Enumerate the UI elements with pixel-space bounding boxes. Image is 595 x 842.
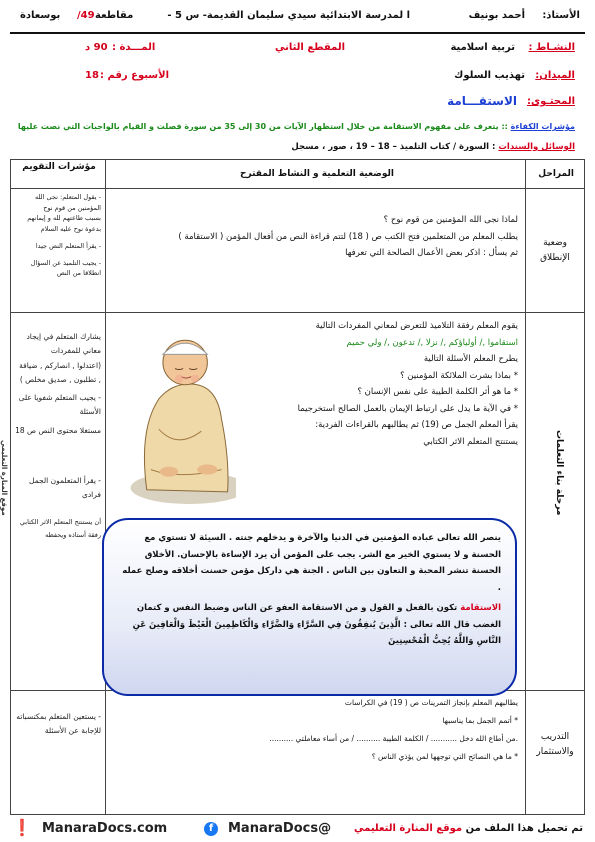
footer-download-site[interactable]: موقع المنارة التعليمي bbox=[354, 823, 463, 834]
week-label: الأسبوع رقم : bbox=[100, 70, 169, 81]
lesson-summary-bubble bbox=[102, 518, 517, 696]
row-divider-header bbox=[11, 188, 584, 189]
row-divider-stage1 bbox=[11, 312, 584, 313]
praying-boy-illustration bbox=[106, 318, 236, 508]
district-number: 49/ bbox=[77, 10, 95, 21]
summary-paragraph-2-text: تكون بالفعل و القول و من الاستقامة العفو عن الناس وضبط النفس و كتمان الغضب قال الله تعالى : الَّذِينَ يُنفِقُونَ فِي السَّرَّاءِ وَالضَّرَّاءِ وَالْكَاظِمِينَ الْغَيْظَ وَالْعَافِينَ عَنِ النَّاسِ وَاللَّهُ يُحِبُّ الْمُحْسِنِينَ bbox=[132, 603, 501, 647]
content-label: المحتـوى: bbox=[526, 96, 575, 107]
header-topline bbox=[15, 10, 580, 26]
document-header bbox=[0, 0, 595, 120]
duration-value: 90 د bbox=[85, 42, 108, 53]
stage1-content bbox=[108, 212, 518, 262]
stage1-note: - يقرأ المتعلم النص جيدا bbox=[35, 241, 101, 250]
stage2-content bbox=[198, 318, 518, 451]
content-value: الاستقـــامة bbox=[447, 94, 517, 108]
field-label: الميدان: bbox=[535, 70, 575, 81]
stage-practice: التدريب والاستثمار bbox=[536, 732, 574, 758]
competence-label: مؤشرات الكفاءة bbox=[510, 122, 575, 131]
stage2-conclusion bbox=[198, 434, 518, 451]
competence-text: :: يتعرف على مفهوم الاستقامة من خلال استظهار الآيات من 30 إلى 35 من سورة فصلت و القيام بالواجبات التي نصت عليها bbox=[17, 122, 508, 131]
stage2-question: * بماذا بشرت الملائكة المؤمنين ؟ bbox=[400, 370, 518, 381]
stage2-line: يقوم المعلم رفقة التلاميذ للتعرض لمعاني المفردات التالية bbox=[315, 321, 518, 331]
header-divider bbox=[10, 32, 585, 34]
week-value: 18 bbox=[85, 70, 99, 81]
stage2-notes bbox=[15, 330, 101, 541]
stage1-question-2-text: يطلب المعلم من المتعلمين فتح الكتب ص ( 18) لتتم قراءة النص من أفعال المؤمن ( الاستقامة ) bbox=[178, 231, 518, 242]
district-city: بوسعادة bbox=[20, 10, 61, 21]
header-stages: المراحل bbox=[538, 169, 574, 179]
stage3-line: * أتمم الجمل بما يناسبها bbox=[442, 716, 518, 725]
stage2-note: - يقرأ المتعلمون الجمل فرادى bbox=[29, 475, 101, 499]
summary-keyword: الاستقامة bbox=[460, 603, 501, 614]
stage1-question-1: لماذا نجى الله المؤمنين من قوم نوح ؟ bbox=[383, 215, 518, 225]
duration-label: المـــدة : bbox=[112, 42, 156, 53]
stage3-notes bbox=[15, 710, 101, 739]
section-value: المقطع الثاني bbox=[274, 42, 345, 53]
stage1-question-2 bbox=[108, 229, 518, 246]
stage-build: مرحلة بناء التعلمات bbox=[554, 430, 564, 516]
stage2-note: أن يستنتج المتعلم الاثر الكتابي رفقة أستاذه ويحفظه bbox=[19, 518, 101, 539]
stage-launch: وضعية الإنطلاق bbox=[540, 238, 570, 264]
stage2-conclusion-text: يستنتج المتعلم الاثر الكتابي bbox=[423, 436, 518, 447]
stage2-question: * في الآية ما يدل على ارتباط الإيمان بالعمل الصالح استخرجيما bbox=[297, 403, 518, 414]
tools-label: الوسائل والسندات bbox=[498, 142, 575, 152]
summary-paragraph-2 bbox=[118, 600, 501, 650]
side-watermark: موقع المنارة التعليمي bbox=[0, 440, 8, 516]
teacher-label: الأستاذ: bbox=[542, 10, 580, 21]
stage1-notes bbox=[15, 192, 101, 279]
stage3-line: .من أطاع الله دخل ........... / الكلمة الطيبة .......... / من أساء معاملتي .......... bbox=[269, 734, 518, 743]
stage2-note: مستغلا محتوى النص ص 18 bbox=[15, 425, 101, 435]
header-activity: الوضعية التعلمية و النشاط المقترح bbox=[240, 169, 394, 179]
stage3-note: - يستعين المتعلم بمكتسباته للإجابة عن الأسئلة bbox=[16, 712, 101, 736]
field-value: تهذيب السلوك bbox=[454, 70, 525, 81]
stage2-line: يطرح المعلم الأسئلة التالية bbox=[423, 354, 518, 365]
stage3-line: يطالبهم المعلم بإنجاز التمرينات ص ( 19) في الكراسات bbox=[344, 698, 518, 707]
teacher-name: أحمد بونيف bbox=[468, 10, 525, 21]
stage1-note: بسبب طاعتهم لله و إيمانهم بدعوة نوح عليه السلام bbox=[27, 214, 101, 234]
manara-logo-icon: ❗ bbox=[12, 818, 32, 837]
stage1-question-3: ثم يسأل : اذكر بعض الأعمال الصالحة التي تعرفها bbox=[345, 248, 518, 259]
footer-handle-link[interactable]: @ManaraDocs bbox=[228, 821, 332, 836]
header-indicators: مؤشرات التقويم bbox=[22, 162, 96, 172]
stage2-note: - يجيب المتعلم شفويا على الأسئلة bbox=[18, 393, 101, 417]
facebook-icon[interactable]: f bbox=[204, 822, 218, 836]
stage1-note: - يقول المتعلم: نجى الله المؤمنين من قوم نوح bbox=[35, 193, 101, 212]
activity-label: النشـاط : bbox=[528, 42, 575, 53]
stage2-vocab: استقاموا ,/ أولياؤكم ,/ نزلا ,/ تدعون ,/ ولي حميم bbox=[346, 337, 518, 348]
stage2-line: يقرأ المعلم الجمل ص (19) ثم يطالبهم بالقراءات الفردية: bbox=[315, 420, 518, 431]
summary-paragraph-1: ينصر الله تعالى عباده المؤمنين في الدنيا والآخرة و يدخلهم جنته . السيئة لا تستوي مع الحسنة و لا يستوي الخير مع الشر. يجب على المؤمن أن يرد الإساءة بالإحسان. الأخلاق الحسنة تنشر المحبة و التعاون بين الناس . الجنة هي داركل مؤمن حسنت أخلاقه وصلح عمله . bbox=[122, 533, 501, 593]
district-label: مقاطعة bbox=[95, 10, 134, 21]
footer-download-note bbox=[354, 823, 583, 834]
competence-row bbox=[15, 122, 575, 136]
page-footer bbox=[0, 818, 595, 842]
lesson-table bbox=[10, 159, 585, 815]
stage1-note: - يجيب التلميذ عن السؤال انطلاقا من النص bbox=[30, 258, 101, 278]
stage3-content bbox=[108, 694, 518, 766]
stage2-note: (اعتدلوا , انصاركم , ضيافة , تطلبون , صديق مخلص ) bbox=[19, 360, 101, 384]
stage2-note: يشارك المتعلم في إيجاد معاني للمفردات bbox=[26, 332, 101, 356]
footer-download-prefix: تم تحميل هذا الملف من bbox=[462, 823, 583, 834]
school-name: ا لمدرسة الابتدائية سيدي سليمان القديمة- س 5 - bbox=[167, 10, 410, 21]
tools-row bbox=[291, 142, 575, 156]
col-divider-stages bbox=[525, 160, 526, 814]
tools-text: : السورة / كتاب التلميذ – 18 – 19 ، صور ، مسجل bbox=[291, 142, 496, 152]
footer-site-link[interactable]: ManaraDocs.com bbox=[42, 821, 168, 836]
stage3-line: * ما هي النصائح التي توجهها لمن يؤذي الناس ؟ bbox=[371, 752, 518, 761]
stage2-question: * ما هو أثر الكلمة الطيبة على نفس الإنسان ؟ bbox=[357, 387, 518, 398]
activity-value: تربية اسلامية bbox=[450, 42, 515, 53]
